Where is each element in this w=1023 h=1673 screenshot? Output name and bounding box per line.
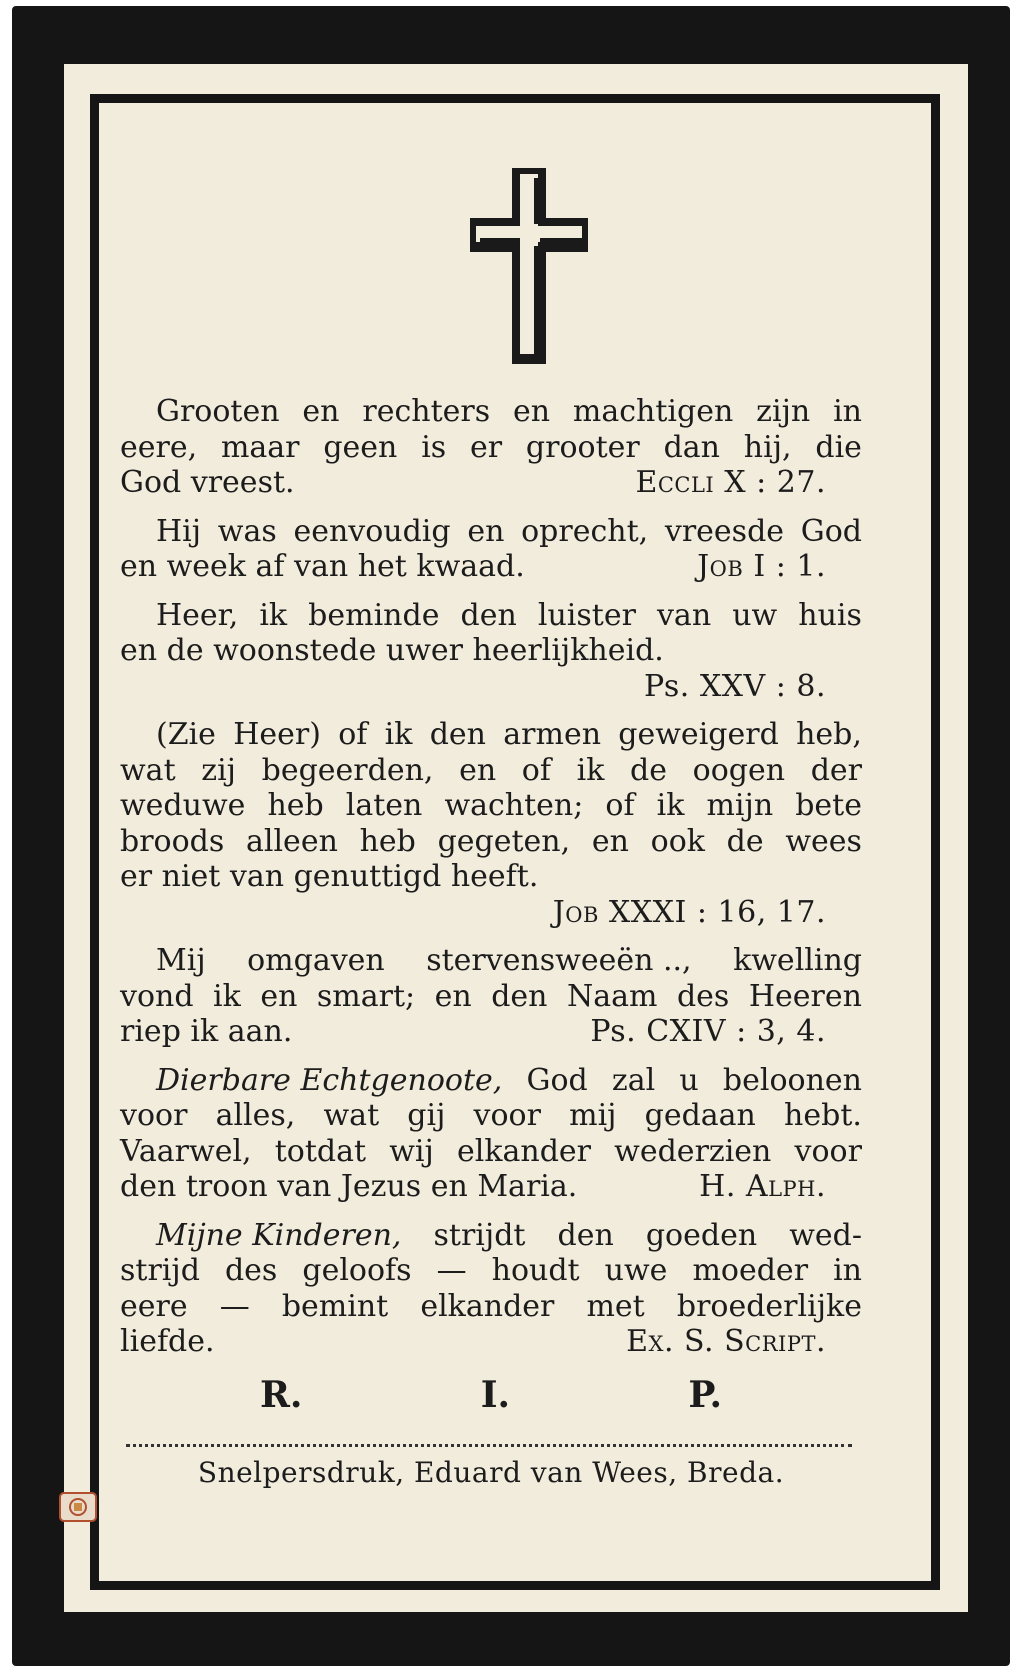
- word: (Zie: [156, 717, 216, 752]
- word: —: [436, 1253, 467, 1288]
- archive-seal-icon: [58, 1489, 98, 1525]
- word: stervensweeën ..,: [426, 943, 692, 978]
- word: alles,: [215, 1098, 296, 1133]
- text-line: [120, 1324, 862, 1360]
- text-line: [120, 1134, 862, 1170]
- scripture-reference: Ps. CXIV : 3, 4.: [590, 1014, 826, 1049]
- text-line: [120, 895, 862, 931]
- line-text: liefde.: [120, 1324, 215, 1359]
- word: geweigerd: [618, 717, 779, 752]
- word: grooter: [525, 429, 640, 465]
- word: Hij: [156, 513, 202, 549]
- word: smart;: [316, 978, 416, 1014]
- text-line: [120, 1169, 862, 1205]
- word: ook: [650, 823, 705, 859]
- word: vreesde: [664, 513, 785, 549]
- word: heb,: [796, 717, 862, 752]
- text-line: [120, 824, 862, 860]
- word: wees: [785, 823, 862, 859]
- text-line: [120, 788, 862, 824]
- word: en: [467, 513, 505, 549]
- line-text: riep ik aan.: [120, 1014, 293, 1049]
- text-line: [120, 979, 862, 1015]
- word: of: [521, 752, 551, 788]
- word: den: [491, 978, 548, 1014]
- text-line: [120, 1218, 862, 1254]
- word: heb: [267, 788, 324, 823]
- text-line: [120, 549, 862, 585]
- word: was: [217, 513, 277, 549]
- word: wat: [323, 1098, 380, 1133]
- word: is: [421, 429, 447, 465]
- text-line: [120, 753, 862, 789]
- word: alleen: [245, 823, 338, 859]
- word: de: [726, 823, 764, 859]
- word: goeden: [645, 1217, 758, 1253]
- word: geloofs: [302, 1253, 412, 1288]
- word: begeerden,: [261, 752, 434, 788]
- paragraph-eccli: [120, 394, 862, 501]
- word: Mij: [156, 943, 206, 978]
- word: en: [591, 823, 629, 859]
- word: geen: [323, 429, 398, 465]
- text-line: [120, 514, 862, 550]
- paragraph-spouse: [120, 1063, 862, 1205]
- word: en: [434, 978, 472, 1014]
- word: wat: [120, 752, 176, 788]
- memorial-card: [12, 6, 1010, 1666]
- address-spouse: Dierbare Echtgenoote,: [156, 1062, 503, 1098]
- rip-letter: I.: [480, 1374, 511, 1416]
- scripture-text: [120, 394, 862, 1373]
- word: der: [810, 752, 862, 788]
- text-line: [120, 943, 862, 979]
- word: voor: [120, 1098, 188, 1133]
- word: God: [800, 513, 862, 549]
- word: beloonen: [722, 1062, 862, 1098]
- line-text: en week af van het kwaad.: [120, 549, 525, 584]
- word: —: [219, 1288, 250, 1324]
- word: uw: [732, 597, 778, 633]
- word: zijn: [756, 394, 811, 429]
- text-line: [120, 1098, 862, 1134]
- word: er: [470, 429, 503, 465]
- word: uwe: [604, 1253, 668, 1288]
- rip-inscription: [120, 1374, 862, 1416]
- word: of: [338, 717, 368, 752]
- line-text: er niet van genuttigd heeft.: [120, 859, 539, 894]
- word: eere: [120, 1288, 188, 1324]
- word: oprecht,: [521, 513, 649, 549]
- scripture-reference: Eccli X : 27.: [635, 465, 826, 500]
- printer-credit: Snelpersdruk, Eduard van Wees, Breda.: [197, 1456, 785, 1489]
- word: mij: [569, 1098, 617, 1133]
- line-text: en de woonstede uwer heerlijkheid.: [120, 633, 664, 668]
- word: elkander: [420, 1288, 555, 1324]
- text-line: [120, 1063, 862, 1099]
- word: bete: [795, 788, 862, 823]
- word: de: [630, 752, 667, 788]
- word: u: [679, 1062, 699, 1098]
- word: broods: [120, 823, 225, 859]
- word: den: [557, 1217, 614, 1253]
- word: Vaarwel,: [120, 1133, 252, 1169]
- word: en: [260, 978, 298, 1014]
- word: die: [815, 429, 862, 465]
- line-text: den troon van Jezus en Maria.: [120, 1169, 578, 1204]
- word: wederzien: [614, 1133, 772, 1169]
- word: met: [586, 1288, 645, 1324]
- word: des: [224, 1253, 278, 1288]
- word: wij: [389, 1133, 434, 1169]
- word: ik: [259, 597, 288, 633]
- word: bemint: [281, 1288, 389, 1324]
- word: gegeten,: [437, 823, 571, 859]
- word: zij: [201, 752, 236, 788]
- word: houdt: [491, 1253, 580, 1288]
- word: God: [526, 1062, 588, 1098]
- word: ik: [384, 717, 413, 752]
- word: hij,: [743, 429, 792, 465]
- paragraph-children: [120, 1218, 862, 1360]
- word: in: [833, 1253, 862, 1288]
- word: oogen: [692, 752, 786, 788]
- word: mijn: [706, 788, 774, 823]
- scripture-reference: H. Alph.: [699, 1169, 826, 1204]
- word: ik: [213, 978, 241, 1014]
- word: Heer,: [156, 597, 239, 633]
- scripture-reference: Ex. S. Script.: [626, 1324, 826, 1359]
- word: eenvoudig: [293, 513, 451, 549]
- word: in: [833, 394, 862, 429]
- word: luister: [537, 597, 636, 633]
- paragraph-job-1: [120, 514, 862, 585]
- scripture-reference: Ps. XXV : 8.: [643, 668, 826, 704]
- word: voor: [473, 1098, 541, 1133]
- paragraph-job-31: [120, 717, 862, 930]
- word: laten: [345, 788, 423, 823]
- text-line: [120, 633, 862, 669]
- word: wachten;: [444, 788, 584, 823]
- word: ik: [576, 752, 605, 788]
- text-line: [120, 669, 862, 705]
- word: gij: [407, 1098, 446, 1133]
- word: maar: [220, 429, 300, 465]
- word: vond: [120, 978, 194, 1014]
- word: gedaan: [644, 1098, 756, 1133]
- text-line: [120, 394, 862, 430]
- word: rechters: [362, 394, 491, 429]
- word: huis: [798, 597, 862, 633]
- word: van: [656, 597, 712, 633]
- word: den: [460, 597, 517, 633]
- word: of: [605, 788, 635, 823]
- text-line: [120, 1253, 862, 1289]
- word: en: [302, 394, 340, 429]
- text-line: [120, 430, 862, 466]
- word: dan: [663, 429, 720, 465]
- word: broederlijke: [676, 1288, 862, 1324]
- word: en: [459, 752, 497, 788]
- text-line: [120, 1289, 862, 1325]
- word: Naam: [567, 978, 658, 1014]
- word: heb: [359, 823, 416, 859]
- word: hebt.: [784, 1098, 862, 1133]
- word: moeder: [692, 1253, 809, 1288]
- word: ik: [656, 788, 685, 823]
- text-line: [120, 598, 862, 634]
- word: en: [512, 394, 551, 429]
- paragraph-psalm-114: [120, 943, 862, 1050]
- word: Heeren: [748, 978, 862, 1014]
- word: den: [429, 717, 486, 752]
- scripture-reference: Job XXXI : 16, 17.: [552, 894, 826, 930]
- word: beminde: [308, 597, 440, 633]
- word: zal: [611, 1062, 656, 1098]
- word: eere,: [120, 429, 198, 465]
- word: voor: [794, 1133, 862, 1169]
- word: Heer): [233, 717, 321, 752]
- word: weduwe: [120, 788, 246, 823]
- text-line: [120, 717, 862, 753]
- text-line: [120, 1014, 862, 1050]
- word: des: [676, 978, 730, 1014]
- paragraph-psalm-25: [120, 598, 862, 705]
- word: totdat: [274, 1133, 367, 1169]
- scripture-reference: Job I : 1.: [697, 549, 826, 584]
- text-line: [120, 465, 862, 501]
- line-text: God vreest.: [120, 465, 295, 500]
- word: machtigen: [572, 394, 734, 429]
- word: strijd: [120, 1253, 200, 1288]
- word: kwelling: [733, 943, 862, 978]
- word: elkander: [456, 1133, 592, 1169]
- dotted-divider: [126, 1444, 852, 1447]
- word: omgaven: [247, 943, 385, 978]
- text-line: [120, 859, 862, 895]
- card-paper: [64, 64, 968, 1612]
- rip-letter: P.: [688, 1374, 722, 1416]
- address-children: Mijne Kinderen,: [156, 1217, 402, 1253]
- word: Grooten: [156, 394, 280, 429]
- word: wed-: [789, 1217, 862, 1253]
- word: strijdt: [433, 1217, 526, 1253]
- rip-letter: R.: [260, 1374, 303, 1416]
- latin-cross-icon: [470, 168, 590, 378]
- word: armen: [503, 717, 602, 752]
